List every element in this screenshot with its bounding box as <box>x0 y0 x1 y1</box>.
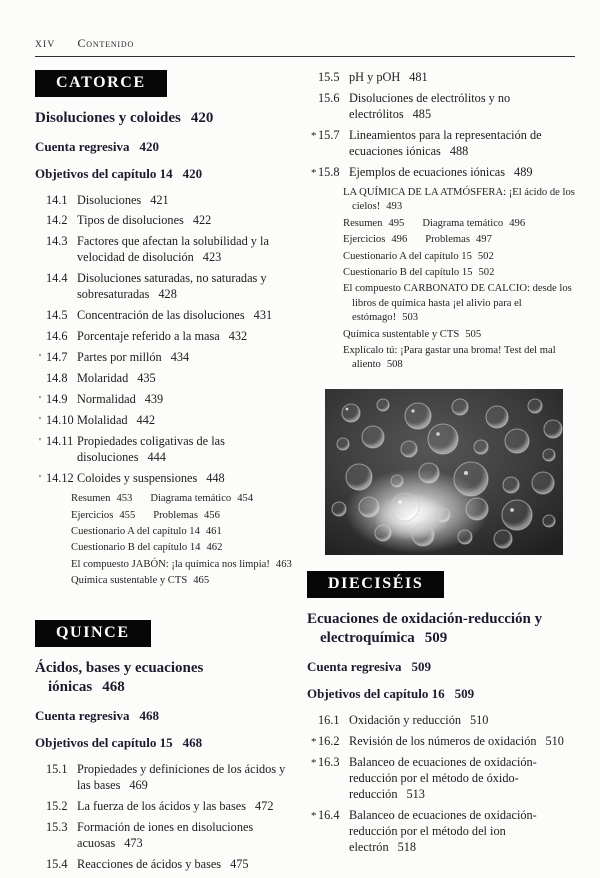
toc-entry <box>39 329 297 345</box>
content-columns <box>35 70 575 878</box>
entry-number: 15.6 <box>318 90 340 105</box>
entry-number: 15.4 <box>46 856 68 871</box>
toc-entry <box>39 193 297 209</box>
chapter-14-objectives <box>35 166 297 182</box>
objectives-page: 468 <box>182 734 203 750</box>
entry-number: 14.2 <box>46 213 68 228</box>
entry-page: 510 <box>470 712 489 727</box>
subentry-page: 508 <box>386 359 403 371</box>
toc-entry <box>39 820 297 852</box>
chapter-15-objectives <box>35 735 297 751</box>
optional-mark: ' <box>39 415 41 428</box>
subentry-page: 496 <box>391 234 408 246</box>
entry-text <box>349 755 575 803</box>
objectives-label: Objetivos del capítulo 16 <box>307 685 445 701</box>
chapter-14-entries <box>39 193 297 488</box>
entry-text <box>349 165 575 181</box>
chapter-14-banner: CATORCE <box>35 70 167 97</box>
left-column <box>35 70 297 878</box>
subentry-text-2: Diagrama temático <box>150 493 232 505</box>
chapter-15-entries-right <box>311 70 575 181</box>
subentry-text: El compuesto CARBONATO DE CALCIO: desde los libros de química hasta ¡el alivio para el estómago! <box>343 283 572 324</box>
entry-number: 14.8 <box>46 371 68 386</box>
entry-page: 469 <box>129 777 148 792</box>
right-column <box>307 70 575 878</box>
entry-page: 475 <box>230 856 249 871</box>
subentry-page: 502 <box>477 250 494 262</box>
toc-entry <box>311 755 575 803</box>
entry-page: 423 <box>202 250 222 265</box>
chapter-15-countdown <box>35 708 297 724</box>
entry-number: 14.10 <box>46 413 74 428</box>
entry-number: 14.3 <box>46 234 68 249</box>
chapter-15-entries-left <box>39 762 297 873</box>
toc-entry <box>39 234 297 266</box>
toc-entry <box>39 471 297 487</box>
entry-page: 428 <box>158 287 177 302</box>
entry-page: 485 <box>412 106 432 121</box>
entry-text <box>349 91 575 123</box>
entry-page: 439 <box>144 392 164 407</box>
toc-entry <box>39 213 297 229</box>
optional-mark: ' <box>39 473 41 486</box>
subentry-page: 493 <box>386 201 403 213</box>
entry-title: Disoluciones <box>77 192 142 207</box>
subentry-text: Química sustentable y CTS <box>71 575 188 587</box>
entry-title: Ejemplos de ecuaciones iónicas <box>349 164 506 179</box>
entry-text <box>77 799 297 815</box>
entry-page: 435 <box>137 371 156 386</box>
chapter-16-countdown <box>307 659 575 675</box>
chapter-title-text: Ecuaciones de oxidación-reducción y electroquímica <box>307 610 543 647</box>
subentry-page: 495 <box>388 217 405 229</box>
toc-entry <box>311 713 575 729</box>
toc-subentry <box>71 509 297 523</box>
entry-number: 14.9 <box>46 392 68 407</box>
entry-title: Propiedades y definiciones de los ácidos y las bases <box>77 761 286 792</box>
entry-page: 481 <box>409 70 428 84</box>
subentry-text: Cuestionario B del capítulo 15 <box>343 266 473 278</box>
subentry-page: 503 <box>402 312 419 324</box>
entry-page: 472 <box>255 798 274 813</box>
entry-text <box>77 329 297 345</box>
entry-text <box>77 371 297 387</box>
entry-page: 488 <box>449 143 469 158</box>
entry-title: Lineamientos para la representación de ecuaciones iónicas <box>349 127 542 158</box>
toc-entry <box>39 371 297 387</box>
chapter-title-page: 468 <box>102 679 125 696</box>
subentry-text: Cuestionario A del capítulo 14 <box>71 526 200 538</box>
chapter-16-title <box>307 610 555 649</box>
chapter-16-banner: DIECISÉIS <box>307 571 444 598</box>
entry-number: 16.4 <box>318 807 340 822</box>
optional-mark: * <box>311 166 317 179</box>
entry-text <box>349 734 575 750</box>
entry-page: 421 <box>150 192 169 207</box>
toc-entry <box>39 350 297 366</box>
entry-page: 513 <box>406 786 425 801</box>
entry-title: Normalidad <box>77 392 136 407</box>
entry-number: 14.12 <box>46 471 74 486</box>
entry-number: 14.7 <box>46 350 68 365</box>
toc-entry <box>311 808 575 856</box>
toc-subentry <box>343 233 575 247</box>
entry-number: 14.1 <box>46 192 68 207</box>
optional-mark: ' <box>39 436 41 449</box>
toc-entry <box>311 70 575 86</box>
entry-text <box>349 713 575 729</box>
toc-entry <box>311 128 575 160</box>
entry-title: Oxidación y reducción <box>349 712 461 727</box>
entry-number: 14.6 <box>46 329 68 344</box>
subentry-text-2: Problemas <box>425 234 470 246</box>
subentry-text: El compuesto JABÓN: ¡la química nos limpia! <box>71 558 270 570</box>
entry-number: 14.4 <box>46 271 68 286</box>
toc-subentry <box>71 558 297 572</box>
entry-title: Molaridad <box>77 371 129 386</box>
entry-text <box>349 70 575 86</box>
chapter-15-banner: QUINCE <box>35 620 151 647</box>
objectives-page: 509 <box>454 685 475 701</box>
toc-entry <box>39 271 297 303</box>
entry-page: 432 <box>228 329 248 344</box>
toc-subentry <box>343 266 575 280</box>
toc-subentry <box>343 250 575 264</box>
entry-number: 15.2 <box>46 798 68 813</box>
subentry-page-2: 497 <box>475 234 492 246</box>
chapter-16-entries <box>311 713 575 856</box>
toc-entry <box>39 308 297 324</box>
entry-text <box>77 392 297 408</box>
objectives-label: Objetivos del capítulo 14 <box>35 165 173 181</box>
entry-text <box>77 471 297 487</box>
subentry-page: 465 <box>193 575 210 587</box>
page-folio: XIV <box>35 40 56 50</box>
entry-page: 444 <box>147 450 166 465</box>
entry-text <box>77 271 297 303</box>
subentry-page: 461 <box>205 526 222 538</box>
entry-page: 510 <box>545 733 564 748</box>
toc-entry <box>39 799 297 815</box>
objectives-label: Objetivos del capítulo 15 <box>35 734 173 750</box>
entry-title: Disoluciones de electrólitos y no electrólitos <box>349 90 511 121</box>
entry-page: 442 <box>136 413 155 428</box>
entry-number: 16.2 <box>318 733 340 748</box>
entry-title: pH y pOH <box>349 70 401 84</box>
entry-text <box>77 413 297 429</box>
toc-subentry <box>343 186 575 215</box>
countdown-page: 468 <box>139 707 159 723</box>
toc-subentry <box>343 282 575 325</box>
toc-entry <box>311 165 575 181</box>
countdown-label: Cuenta regresiva <box>35 707 130 723</box>
subentry-page: 463 <box>275 558 292 570</box>
entry-number: 14.5 <box>46 308 68 323</box>
entry-number: 15.8 <box>318 164 340 179</box>
entry-text <box>77 193 297 209</box>
entry-number: 16.3 <box>318 754 340 769</box>
toc-entry <box>311 734 575 750</box>
entry-title: Partes por millón <box>77 350 162 365</box>
entry-text <box>77 350 297 366</box>
subentry-page: 453 <box>116 493 133 505</box>
countdown-page: 420 <box>139 138 159 154</box>
header-rule <box>35 56 575 57</box>
entry-title: Disoluciones saturadas, no saturadas y sobresaturadas <box>77 271 267 302</box>
entry-title: Formación de iones en disoluciones acuosas <box>77 819 254 850</box>
countdown-label: Cuenta regresiva <box>307 658 402 674</box>
toc-entry <box>311 91 575 123</box>
chapter-14-extras <box>71 492 297 588</box>
toc-subentry <box>71 492 297 506</box>
chapter-title-page: 509 <box>424 630 448 647</box>
chapter-title-text: Ácidos, bases y ecuaciones iónicas <box>35 659 204 696</box>
entry-text <box>77 308 297 324</box>
subentry-page-2: 456 <box>203 509 220 521</box>
entry-page: 518 <box>397 839 417 854</box>
toc-entry <box>39 762 297 794</box>
chapter-15-extras <box>343 186 575 373</box>
optional-mark: * <box>311 129 317 142</box>
subentry-text: LA QUÍMICA DE LA ATMÓSFERA: ¡El ácido de los cielos! <box>343 186 575 213</box>
optional-mark: ' <box>39 394 41 407</box>
running-head <box>35 36 575 51</box>
chapter-14-title <box>35 109 297 129</box>
entry-title: Balanceo de ecuaciones de oxidación-reducción por el método de óxido-reducción <box>349 754 537 801</box>
entry-title: Porcentaje referido a la masa <box>77 329 220 344</box>
entry-text <box>77 434 297 466</box>
entry-text <box>77 213 297 229</box>
entry-text <box>77 762 297 794</box>
subentry-page-2: 454 <box>237 493 254 505</box>
entry-title: Balanceo de ecuaciones de oxidación-reducción por el método del ion electrón <box>349 807 537 854</box>
entry-page: 434 <box>170 350 190 365</box>
entry-title: Coloides y suspensiones <box>77 471 198 486</box>
entry-page: 448 <box>206 471 225 486</box>
subentry-text: Cuestionario B del capítulo 14 <box>71 542 201 554</box>
entry-number: 16.1 <box>318 712 340 727</box>
subentry-page-2: 496 <box>509 217 526 229</box>
toc-subentry <box>71 525 297 539</box>
objectives-page: 420 <box>182 165 203 181</box>
toc-entry <box>39 392 297 408</box>
entry-text <box>77 857 297 873</box>
entry-page: 422 <box>192 213 212 228</box>
bubbles-photo <box>325 389 563 555</box>
entry-number: 15.7 <box>318 127 340 142</box>
toc-subentry <box>343 217 575 231</box>
chapter-title-page: 420 <box>190 110 214 126</box>
entry-text <box>349 808 575 856</box>
toc-entry <box>39 857 297 873</box>
optional-mark: * <box>311 735 317 748</box>
entry-text <box>349 128 575 160</box>
subentry-text: Ejercicios <box>343 234 386 246</box>
entry-title: Revisión de los números de oxidación <box>349 733 537 748</box>
subentry-text: Cuestionario A del capítulo 15 <box>343 250 472 262</box>
subentry-text-2: Diagrama temático <box>422 217 504 229</box>
countdown-label: Cuenta regresiva <box>35 138 130 154</box>
subentry-page: 505 <box>465 328 482 340</box>
chapter-title-text: Disoluciones y coloides <box>35 110 181 126</box>
chapter-14-countdown <box>35 139 297 155</box>
chapter-16-objectives <box>307 686 575 702</box>
subentry-text: Resumen <box>343 217 383 229</box>
entry-title: Reacciones de ácidos y bases <box>77 856 222 871</box>
entry-page: 473 <box>124 835 143 850</box>
entry-text <box>77 234 297 266</box>
entry-number: 15.1 <box>46 761 68 776</box>
subentry-text: Química sustentable y CTS <box>343 328 460 340</box>
optional-mark: ' <box>39 352 41 365</box>
entry-title: Factores que afectan la solubilidad y la velocidad de disolución <box>77 234 269 265</box>
header-title: Contenido <box>77 36 135 50</box>
entry-text <box>77 820 297 852</box>
entry-title: Molalidad <box>77 413 128 428</box>
bubbles-photo-svg <box>325 389 563 555</box>
optional-mark: * <box>311 809 317 822</box>
chapter-15-title <box>35 659 250 698</box>
entry-page: 431 <box>253 308 273 323</box>
subentry-page: 462 <box>206 542 223 554</box>
entry-title: Propiedades coligativas de las disoluciones <box>77 434 225 465</box>
countdown-page: 509 <box>411 658 431 674</box>
subentry-text: Resumen <box>71 493 111 505</box>
entry-title: Tipos de disoluciones <box>77 213 184 228</box>
toc-subentry <box>71 541 297 555</box>
optional-mark: * <box>311 756 317 769</box>
toc-subentry <box>343 328 575 342</box>
toc-subentry <box>343 344 575 373</box>
toc-entry <box>39 413 297 429</box>
subentry-page: 502 <box>478 266 495 278</box>
entry-number: 15.5 <box>318 70 340 84</box>
subentry-text: Explícalo tú: ¡Para gastar una broma! Test del mal aliento <box>343 344 556 371</box>
subentry-page: 455 <box>119 509 136 521</box>
entry-title: La fuerza de los ácidos y las bases <box>77 798 247 813</box>
subentry-text: Ejercicios <box>71 509 114 521</box>
entry-page: 489 <box>514 164 533 179</box>
toc-entry <box>39 434 297 466</box>
entry-number: 15.3 <box>46 819 68 834</box>
subentry-text-2: Problemas <box>153 509 198 521</box>
entry-title: Concentración de las disoluciones <box>77 308 245 323</box>
toc-subentry <box>71 574 297 588</box>
entry-number: 14.11 <box>46 434 74 449</box>
